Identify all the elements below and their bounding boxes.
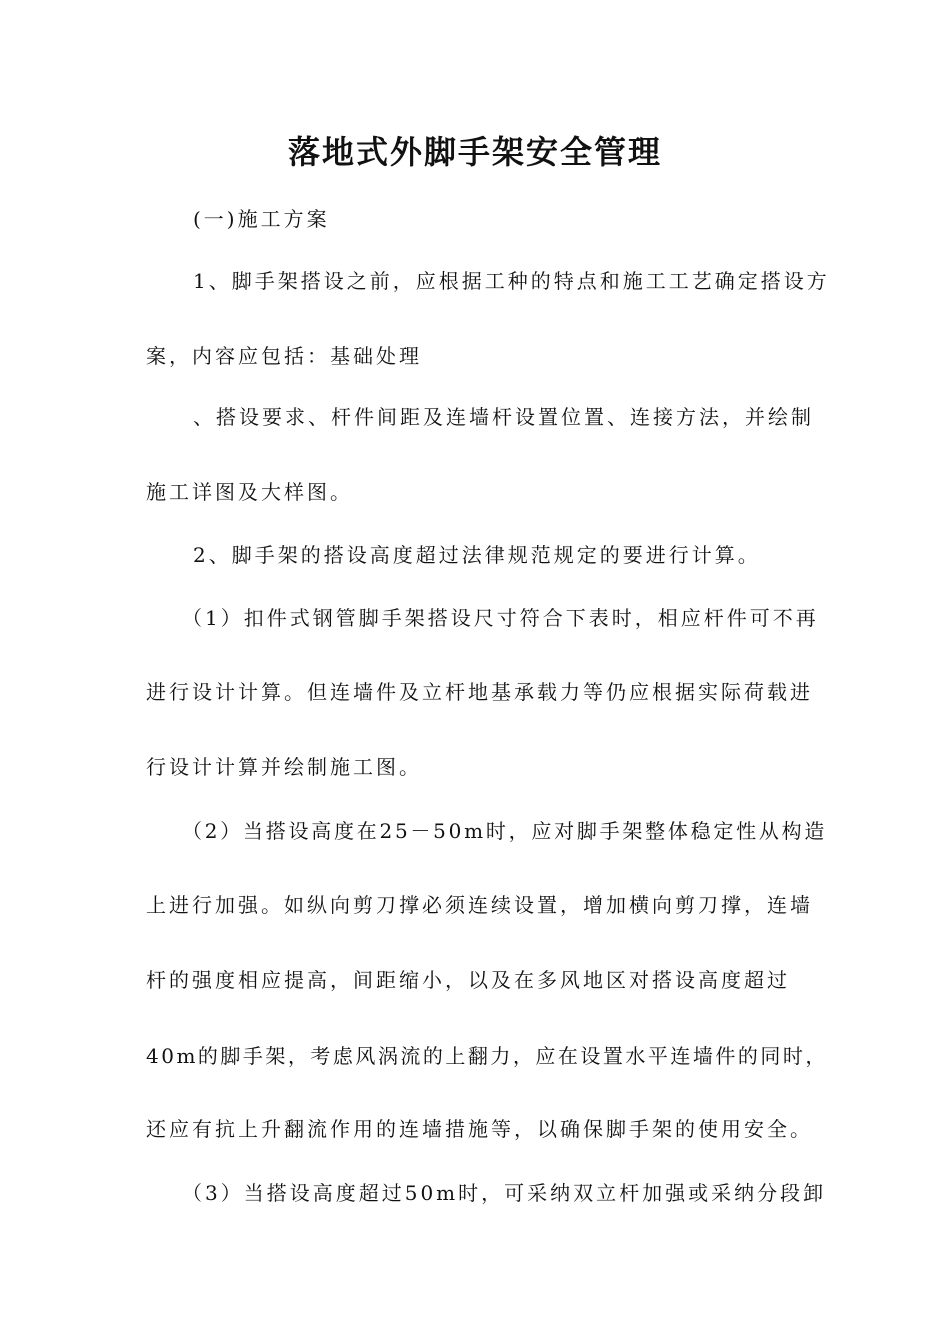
paragraph-line: 40m的脚手架，考虑风涡流的上翻力，应在设置水平连墙件的同时，	[146, 1044, 828, 1068]
paragraph-line: 施工详图及大样图。	[146, 480, 353, 504]
paragraph-line: （1）扣件式钢管脚手架搭设尺寸符合下表时，相应杆件可不再	[182, 606, 819, 630]
paragraph-line: 1、脚手架搭设之前，应根据工种的特点和施工工艺确定搭设方	[193, 269, 830, 293]
document-title: 落地式外脚手架安全管理	[287, 133, 662, 171]
paragraph-line: 、搭设要求、杆件间距及连墙杆设置位置、连接方法，并绘制	[193, 405, 814, 429]
paragraph-line: 案，内容应包括：基础处理	[146, 344, 422, 368]
paragraph-line: 杆的强度相应提高，间距缩小，以及在多风地区对搭设高度超过	[146, 968, 790, 992]
paragraph-line: 2、脚手架的搭设高度超过法律规范规定的要进行计算。	[193, 543, 761, 567]
paragraph-line: 行设计计算并绘制施工图。	[146, 755, 422, 779]
section-heading: (一)施工方案	[193, 207, 330, 231]
paragraph-line: 进行设计计算。但连墙件及立杆地基承载力等仍应根据实际荷载进	[146, 680, 813, 704]
paragraph-line: （3）当搭设高度超过50m时，可采纳双立杆加强或采纳分段卸	[182, 1181, 827, 1205]
paragraph-line: 上进行加强。如纵向剪刀撑必须连续设置，增加横向剪刀撑，连墙	[146, 893, 813, 917]
paragraph-line: 还应有抗上升翻流作用的连墙措施等，以确保脚手架的使用安全。	[146, 1117, 813, 1141]
paragraph-line: （2）当搭设高度在25－50m时，应对脚手架整体稳定性从构造	[182, 819, 828, 843]
